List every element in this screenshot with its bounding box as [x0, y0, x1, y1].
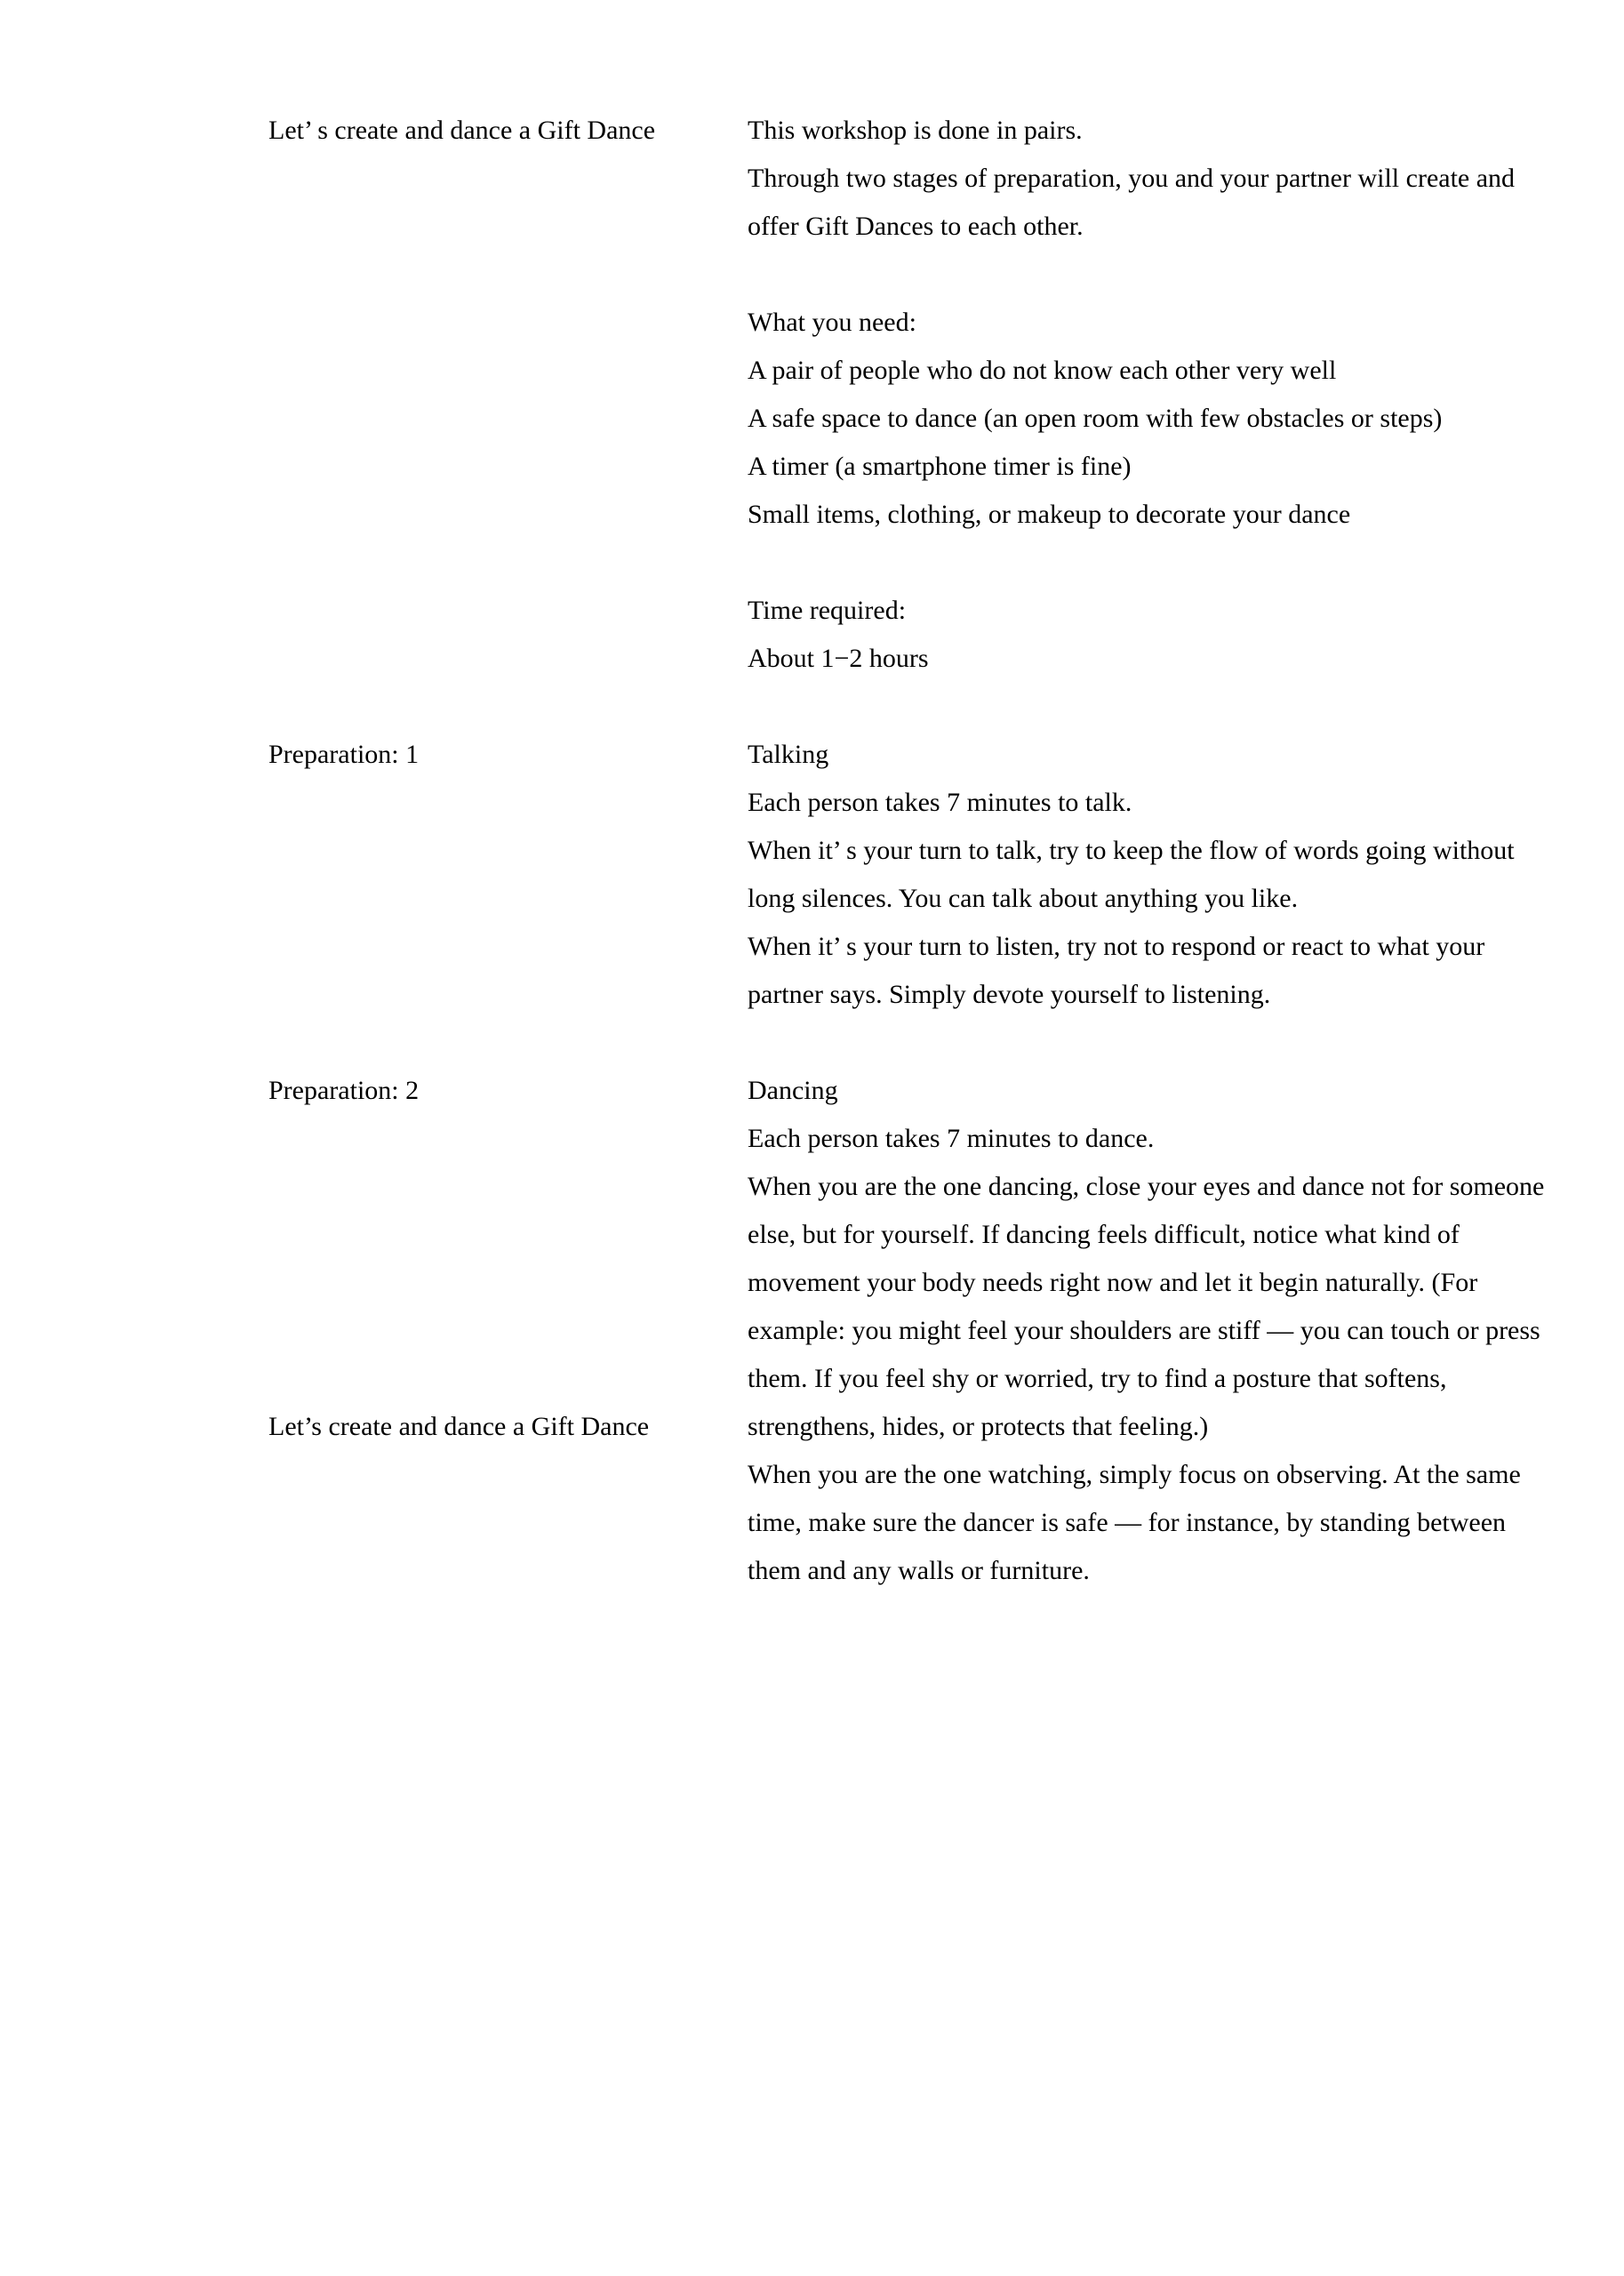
doc-line [0, 347, 1624, 395]
doc-line [0, 683, 1624, 731]
body-line: long silences. You can talk about anything you like. [748, 884, 1299, 913]
doc-line [0, 1211, 1624, 1259]
doc-line [0, 1259, 1624, 1307]
doc-line [0, 107, 1624, 155]
body-line: Each person takes 7 minutes to dance. [748, 1124, 1155, 1153]
doc-line [0, 1547, 1624, 1595]
doc-line [0, 1403, 1624, 1451]
doc-line [0, 1499, 1624, 1547]
doc-line [0, 443, 1624, 491]
body-line: example: you might feel your shoulders are stiff — you can touch or press [748, 1316, 1540, 1345]
doc-line [0, 299, 1624, 347]
doc-line [0, 875, 1624, 923]
doc-line [0, 251, 1624, 299]
body-line: them and any walls or furniture. [748, 1556, 1090, 1585]
document-page [0, 107, 1624, 1595]
body-line: About 1−2 hours [748, 644, 929, 673]
body-line: Dancing [748, 1076, 838, 1105]
doc-line [0, 779, 1624, 827]
doc-line [0, 395, 1624, 443]
body-line: strengthens, hides, or protects that feeling.) [748, 1412, 1209, 1441]
doc-line [0, 155, 1624, 203]
body-line: else, but for yourself. If dancing feels difficult, notice what kind of [748, 1220, 1460, 1249]
doc-line [0, 1019, 1624, 1067]
body-line: Small items, clothing, or makeup to decorate your dance [748, 500, 1351, 529]
body-line: This workshop is done in pairs. [748, 116, 1083, 145]
body-line: Through two stages of preparation, you and your partner will create and [748, 164, 1516, 193]
doc-line [0, 539, 1624, 587]
doc-line [0, 923, 1624, 971]
section-label: Let’s create and dance a Gift Dance [268, 1412, 650, 1441]
body-line: them. If you feel shy or worried, try to find a posture that softens, [748, 1364, 1447, 1393]
body-line: A timer (a smartphone timer is fine) [748, 452, 1132, 481]
body-line: A safe space to dance (an open room with few obstacles or steps) [748, 404, 1443, 433]
body-line: When you are the one watching, simply focus on observing. At the same [748, 1460, 1521, 1489]
body-line: A pair of people who do not know each other very well [748, 356, 1337, 385]
body-line: When it’ s your turn to listen, try not to respond or react to what your [748, 932, 1485, 961]
section-label: Let’ s create and dance a Gift Dance [268, 116, 656, 145]
body-line: What you need: [748, 308, 916, 337]
doc-line [0, 827, 1624, 875]
body-line: time, make sure the dancer is safe — for instance, by standing between [748, 1508, 1507, 1537]
doc-line [0, 587, 1624, 635]
section-label: Preparation: 2 [268, 1076, 420, 1105]
body-line: Talking [748, 740, 829, 769]
body-line: offer Gift Dances to each other. [748, 212, 1084, 241]
doc-line [0, 1307, 1624, 1355]
doc-line [0, 1115, 1624, 1163]
body-line: movement your body needs right now and let it begin naturally. (For [748, 1268, 1478, 1297]
body-line: When you are the one dancing, close your eyes and dance not for someone [748, 1172, 1545, 1201]
doc-line [0, 1163, 1624, 1211]
body-line: partner says. Simply devote yourself to listening. [748, 980, 1271, 1009]
doc-line [0, 1067, 1624, 1115]
doc-line [0, 1451, 1624, 1499]
doc-line [0, 635, 1624, 683]
doc-line [0, 1355, 1624, 1403]
body-line: When it’ s your turn to talk, try to keep the flow of words going without [748, 836, 1515, 865]
body-line: Each person takes 7 minutes to talk. [748, 788, 1132, 817]
doc-line [0, 203, 1624, 251]
doc-line [0, 731, 1624, 779]
body-line: Time required: [748, 596, 907, 625]
doc-line [0, 491, 1624, 539]
doc-line [0, 971, 1624, 1019]
section-label: Preparation: 1 [268, 740, 420, 769]
